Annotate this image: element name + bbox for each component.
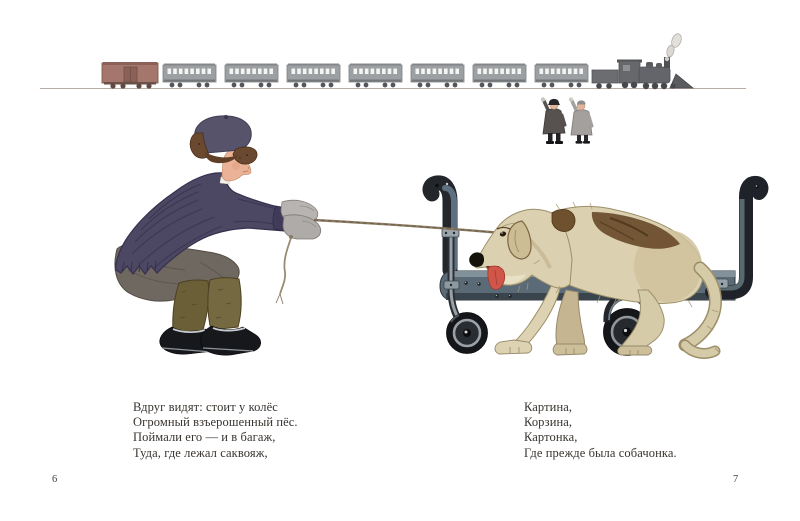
verse-line: Корзина, <box>524 415 573 430</box>
verse-right-block <box>524 400 677 461</box>
passenger-car <box>163 64 216 88</box>
waving-man-figure <box>541 97 565 144</box>
boy-fur-hat <box>190 115 257 164</box>
train-illustration <box>40 32 746 89</box>
page-number-left: 6 <box>52 474 58 485</box>
dog-tongue <box>488 266 505 289</box>
verse-line: Где прежде была собачонка. <box>524 445 677 460</box>
rope-end <box>276 235 293 304</box>
verse-line: Туда, где лежал саквояж, <box>133 445 268 460</box>
boy-galoshes <box>160 326 261 355</box>
man-cap <box>548 99 560 105</box>
passenger-car <box>411 64 464 88</box>
woman-shawl <box>577 100 586 104</box>
cart-front-wheel <box>447 313 488 354</box>
waving-woman-figure <box>569 97 592 143</box>
locomotive <box>592 32 693 89</box>
page-number-right: 7 <box>733 474 739 485</box>
verse-line: Вдруг видят: стоит у колёс <box>133 400 278 414</box>
verse-line: Картина, <box>524 400 573 414</box>
dog-far-ear <box>552 209 575 231</box>
boy-figure <box>115 115 321 355</box>
verse-line: Огромный взъерошенный пёс. <box>133 415 298 430</box>
passenger-car <box>225 64 278 88</box>
passenger-cars <box>163 64 588 88</box>
verse-left-block <box>133 400 298 461</box>
freight-car <box>102 62 158 89</box>
passenger-car <box>473 64 526 88</box>
woman-mitten <box>569 97 573 101</box>
passenger-car <box>287 64 340 88</box>
dog-figure <box>469 202 720 355</box>
boy-felt-boots <box>173 278 241 333</box>
verse-line: Картонка, <box>524 430 578 445</box>
passenger-car <box>349 64 402 88</box>
man-mitten <box>541 97 545 101</box>
dog-nose <box>469 252 484 267</box>
rope-line <box>314 220 502 233</box>
verse-line: Поймали его — и в багаж, <box>133 430 276 445</box>
smoke-puff <box>665 32 683 61</box>
passenger-car <box>535 64 588 88</box>
